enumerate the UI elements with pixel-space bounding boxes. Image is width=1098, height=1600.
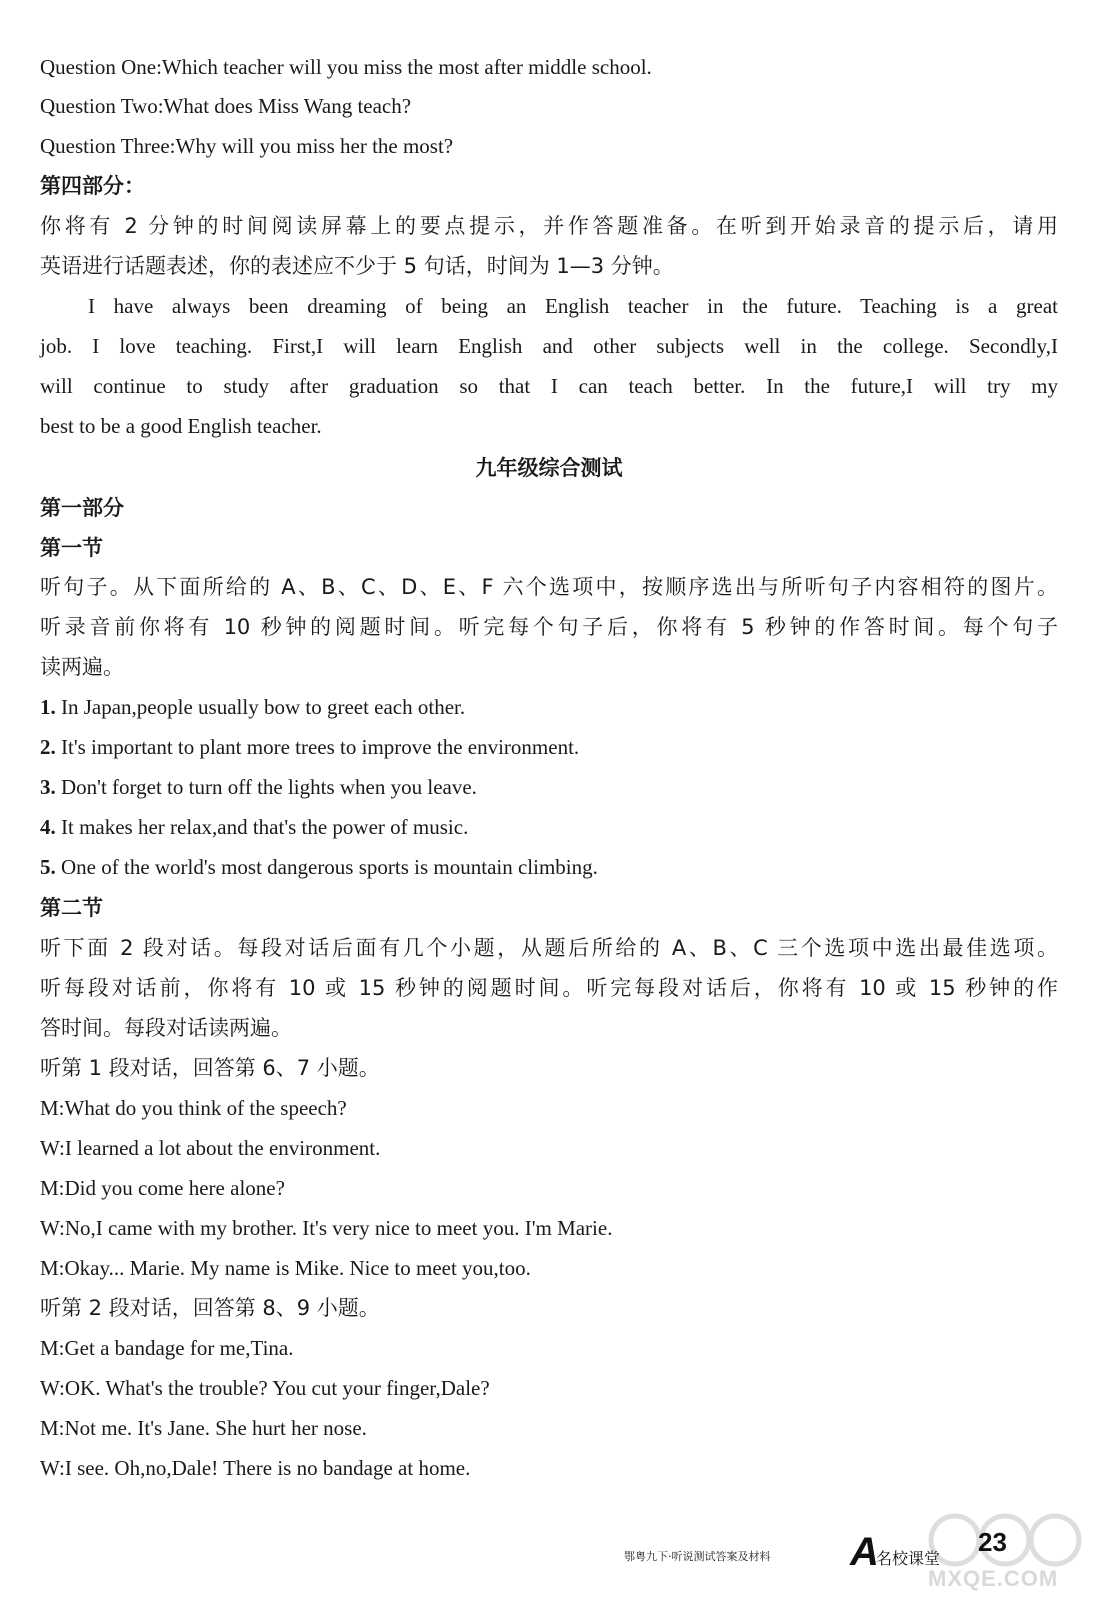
list-item: 1. In Japan,people usually bow to greet each other. [40,695,466,719]
dialogue-line: M:Okay... Marie. My name is Mike. Nice to meet you,too. [40,1256,531,1280]
list-item: 5. One of the world's most dangerous sports is mountain climbing. [40,855,598,879]
part-four-heading: 第四部分： [40,174,145,198]
section-two-instruction-line3: 答时间。每段对话读两遍。 [40,1016,292,1040]
page-number: 23 [978,1527,1007,1557]
watermark-text: MXQE.COM [928,1566,1059,1591]
question-three: Question Three:Why will you miss her the most? [40,134,454,158]
test-title: 九年级综合测试 [475,456,623,480]
footer-book-label: 鄂粤九下·听说测试答案及材料 [624,1550,771,1563]
section-two-instruction-line1: 听下面 2 段对话。每段对话后面有几个小题，从题后所给的 A、B、C 三个选项中选出最佳选项。 [40,936,1058,960]
essay-line3: will continue to study after graduation so that I can teach better. In the future,I will try my [40,374,1058,398]
section-two-instruction-line2: 听每段对话前，你将有 10 或 15 秒钟的阅题时间。听完每段对话后，你将有 10 或 15 秒钟的作 [40,976,1058,1000]
dialogue-one-intro: 听第 1 段对话，回答第 6、7 小题。 [40,1056,380,1080]
essay-line2: job. I love teaching. First,I will learn English and other subjects well in the college. Secondly,I [40,334,1058,358]
logo-letter: A [850,1530,879,1574]
section-one-instruction-line2: 听录音前你将有 10 秒钟的阅题时间。听完每个句子后，你将有 5 秒钟的作答时间。每个句子 [40,615,1058,639]
essay-line4: best to be a good English teacher. [40,414,322,438]
part-one-heading: 第一部分 [40,496,124,520]
dialogue-line: M:Did you come here alone? [40,1176,285,1200]
section-one-heading: 第一节 [40,536,103,560]
dialogue-line: W:I learned a lot about the environment. [40,1136,381,1160]
question-two: Question Two:What does Miss Wang teach? [40,94,412,118]
logo-name: 名校课堂 [876,1549,941,1568]
list-item: 4. It makes her relax,and that's the power of music. [40,815,469,839]
dialogue-line: M:Get a bandage for me,Tina. [40,1336,294,1360]
dialogue-line: M:Not me. It's Jane. She hurt her nose. [40,1416,367,1440]
section-two-heading: 第二节 [40,896,103,920]
essay-line1: I have always been dreaming of being an English teacher in the future. Teaching is a great [88,294,1058,318]
dialogue-line: M:What do you think of the speech? [40,1096,347,1120]
dialogue-line: W:No,I came with my brother. It's very nice to meet you. I'm Marie. [40,1216,613,1240]
dialogue-line: W:OK. What's the trouble? You cut your finger,Dale? [40,1376,490,1400]
part-four-instruction-line1: 你将有 2 分钟的时间阅读屏幕上的要点提示，并作答题准备。在听到开始录音的提示后，请用 [40,214,1058,238]
question-one: Question One:Which teacher will you miss the most after middle school. [40,55,652,79]
section-one-instruction-line3: 读两遍。 [40,655,124,679]
list-item: 3. Don't forget to turn off the lights when you leave. [40,775,477,799]
part-four-instruction-line2: 英语进行话题表述，你的表述应不少于 5 句话，时间为 1—3 分钟。 [40,254,674,278]
list-item: 2. It's important to plant more trees to improve the environment. [40,735,580,759]
dialogue-line: W:I see. Oh,no,Dale! There is no bandage at home. [40,1456,471,1480]
dialogue-two-intro: 听第 2 段对话，回答第 8、9 小题。 [40,1296,380,1320]
section-one-instruction-line1: 听句子。从下面所给的 A、B、C、D、E、F 六个选项中，按顺序选出与所听句子内容相符的图片。 [40,575,1058,599]
